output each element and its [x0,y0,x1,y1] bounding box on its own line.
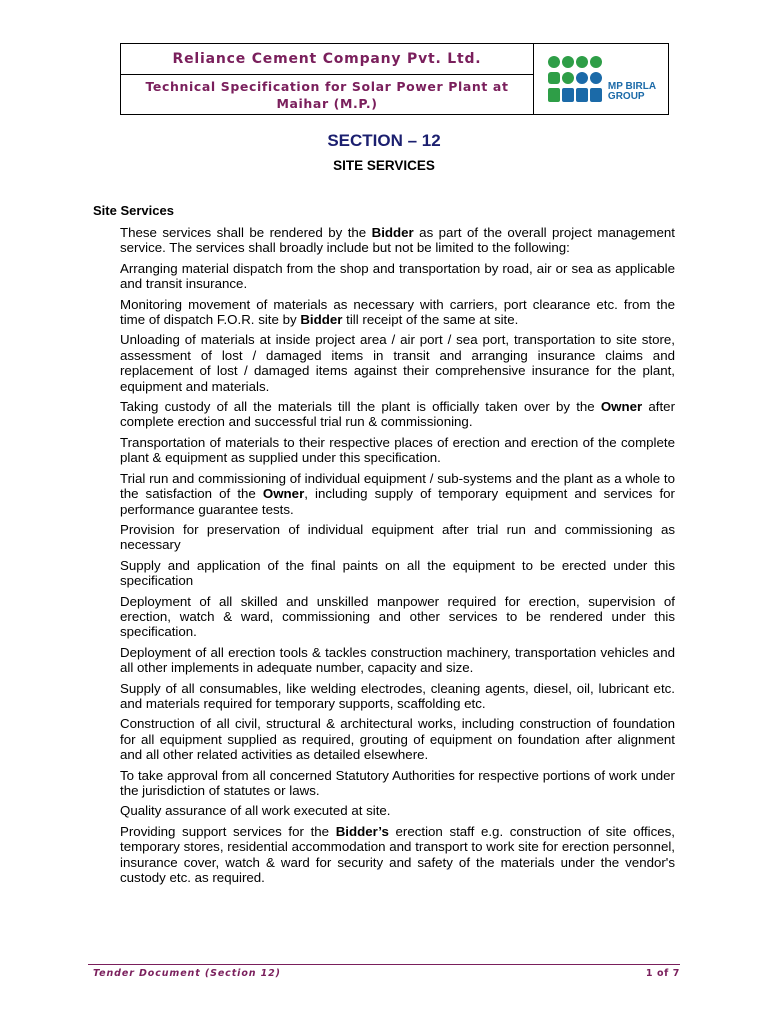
mp-birla-group-logo [546,54,656,104]
footer-page-number: 1 of 7 [645,968,680,979]
paragraph: Quality assurance of all work executed at site. [120,803,391,819]
footer-divider [88,964,680,965]
paragraph: Supply of all consumables, like welding electrodes, cleaning agents, diesel, oil, lubricant etc. and materials required for temporary supports, scaffolding etc. [120,680,675,711]
body-content [120,225,675,890]
logo-text-line-1: MP BIRLA [607,81,657,92]
paragraph: Supply and application of the final paints on all the equipment to be erected under this specification [120,557,675,589]
paragraph: These services shall be rendered by the Bidder as part of the overall project management service. The services shall broadly include but not be limited to the following: [120,225,675,256]
paragraph: Arranging material dispatch from the shop and transportation by road, air or sea as applicable and transit insurance. [120,260,675,292]
section-subtitle: SITE SERVICES [333,158,435,173]
paragraph: Providing support services for the Bidder’s erection staff e.g. construction of site offices, temporary stores, residential accommodation and transport to work site for erection personnel, insurance cover, watch & ward for security and safety of the materials under the vendor's custody etc. as required. [120,823,675,886]
paragraph: Transportation of materials to their respective places of erection and erection of the complete plant & equipment as supplied under this specification. [120,434,675,466]
paragraph: Deployment of all erection tools & tackles construction machinery, transportation vehicles and all other implements in adequate number, capacity and size. [120,644,675,676]
section-title: SECTION – 12 [327,131,441,150]
logo-wordmark [608,82,656,102]
logo-text-line-2: GROUP [607,91,645,102]
paragraph: Provision for preservation of individual equipment after trial run and commissioning as necessary [120,521,675,553]
paragraph: To take approval from all concerned Statutory Authorities for respective portions of work under the jurisdiction of statutes or laws. [120,767,675,798]
spec-title-line-2: Maihar (M.P.) [276,95,378,111]
company-name: Reliance Cement Company Pvt. Ltd. [121,44,533,75]
paragraph: Trial run and commissioning of individual equipment / sub-systems and the plant as a whole to the satisfaction of the Owner, including supply of temporary equipment and services for performance guarantee tests. [120,470,675,517]
paragraph: Construction of all civil, structural & architectural works, including construction of foundation for all equipment supplied as required, grouting of equipment on foundation after alignment and all other related activities as detailed elsewhere. [120,716,675,763]
logo-cell [534,44,668,114]
spec-title [121,75,533,114]
header-title-block [121,44,534,114]
paragraph: Taking custody of all the materials till the plant is officially taken over by the Owner after complete erection and successful trial run & commissioning. [120,399,675,430]
document-header [120,43,669,115]
sub-heading: Site Services [93,203,174,218]
spec-title-line-1: Technical Specification for Solar Power Plant at [145,78,509,94]
logo-grid-icon [546,54,606,104]
paragraph: Monitoring movement of materials as necessary with carriers, port clearance etc. from the time of dispatch F.O.R. site by Bidder till receipt of the same at site. [120,296,675,328]
footer-document-label: Tender Document (Section 12) [93,968,281,979]
paragraph: Deployment of all skilled and unskilled manpower required for erection, supervision of erection, watch & ward, commissioning and other services to be rendered under this specification. [120,593,675,640]
paragraph: Unloading of materials at inside project area / air port / sea port, transportation to site store, assessment of lost / damaged items in transit and arranging insurance claims and replacement of lost / damaged items against their comprehensive insurance for the plant, equipment and materials. [120,332,675,394]
